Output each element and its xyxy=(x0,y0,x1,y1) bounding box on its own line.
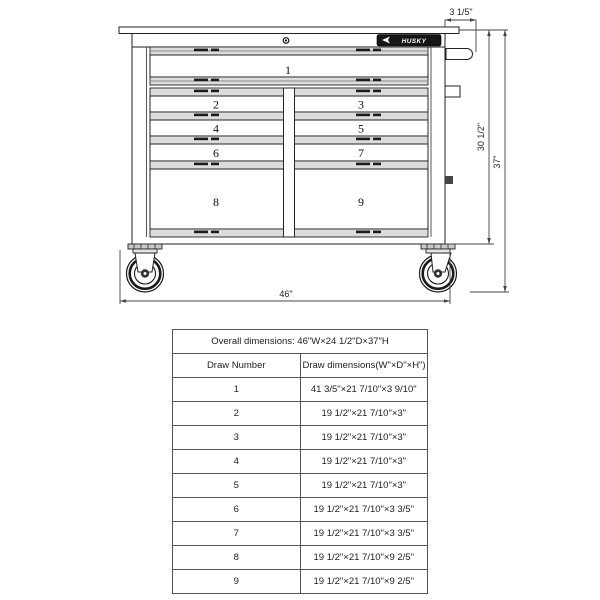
caster-fork xyxy=(135,253,155,272)
drawer-dims: 19 1/2"×21 7/10"×3 3/5" xyxy=(300,522,428,546)
drawer-dims: 19 1/2"×21 7/10"×3 3/5" xyxy=(300,498,428,522)
drawer-dims: 19 1/2"×21 7/10"×3" xyxy=(300,450,428,474)
side-bracket xyxy=(445,176,453,184)
drawer-number: 7 xyxy=(173,522,301,546)
table-row xyxy=(173,378,428,402)
drawer-number: 6 xyxy=(173,498,301,522)
husky-logo-text: HUSKY xyxy=(401,38,427,45)
drawer-number: 5 xyxy=(173,474,301,498)
drawer-1 xyxy=(150,47,428,85)
handle-depth-label: 3 1/5" xyxy=(449,7,473,17)
drawer-1-label: 1 xyxy=(285,63,291,77)
lock-keyhole-center xyxy=(285,39,287,41)
drawer-6-label: 6 xyxy=(213,146,219,160)
drawer-number: 1 xyxy=(173,378,301,402)
dimension-total-height xyxy=(470,30,509,292)
husky-logo xyxy=(377,35,441,47)
dimension-width xyxy=(120,248,450,304)
side-latch-block xyxy=(445,86,460,97)
body-height-label: 30 1/2" xyxy=(476,122,486,152)
dimension-body-height xyxy=(446,30,508,244)
drawer-bank-left xyxy=(150,88,284,237)
table-row-overall xyxy=(173,330,428,354)
drawer-dims: 19 1/2"×21 7/10"×3" xyxy=(300,474,428,498)
drawer-3-label: 3 xyxy=(358,97,364,112)
drawer-bank-right xyxy=(295,88,429,237)
table-row xyxy=(173,522,428,546)
drawer-5-label: 5 xyxy=(358,121,364,136)
drawer-8-label: 8 xyxy=(213,195,219,209)
cabinet-top-lid xyxy=(119,27,459,34)
drawer-9-label: 9 xyxy=(358,195,364,209)
drawer-dimensions-table xyxy=(172,329,428,594)
column-header-number: Draw Number xyxy=(173,354,301,378)
overall-dimensions: Overall dimensions: 46"W×24 1/2"D×37"H xyxy=(173,330,428,354)
table-row xyxy=(173,426,428,450)
caster-right xyxy=(420,244,457,292)
side-handle xyxy=(446,49,473,60)
drawer-dims: 19 1/2"×21 7/10"×3" xyxy=(300,402,428,426)
table-row xyxy=(173,402,428,426)
table-row xyxy=(173,570,428,594)
table-row xyxy=(173,498,428,522)
cabinet xyxy=(119,27,473,244)
width-label: 46" xyxy=(279,289,293,299)
drawer-number: 3 xyxy=(173,426,301,450)
drawer-number: 8 xyxy=(173,546,301,570)
drawer-dims: 41 3/5"×21 7/10"×3 9/10" xyxy=(300,378,428,402)
drawer-4-label: 4 xyxy=(213,121,219,136)
column-header-dims: Draw dimensions(W"×D"×H") xyxy=(300,354,428,378)
table-row xyxy=(173,450,428,474)
table-row xyxy=(173,546,428,570)
drawer-number: 9 xyxy=(173,570,301,594)
drawer-dims: 19 1/2"×21 7/10"×3" xyxy=(300,426,428,450)
drawer-number: 2 xyxy=(173,402,301,426)
drawer-dims: 19 1/2"×21 7/10"×9 2/5" xyxy=(300,546,428,570)
table-header-row xyxy=(173,354,428,378)
drawer-number: 4 xyxy=(173,450,301,474)
drawer-7-label: 7 xyxy=(358,146,364,160)
center-divider xyxy=(284,88,295,237)
caster-left xyxy=(127,244,164,292)
total-height-label: 37" xyxy=(492,155,502,169)
drawer-dims: 19 1/2"×21 7/10"×9 2/5" xyxy=(300,570,428,594)
drawer-2-label: 2 xyxy=(213,97,219,112)
table-row xyxy=(173,474,428,498)
